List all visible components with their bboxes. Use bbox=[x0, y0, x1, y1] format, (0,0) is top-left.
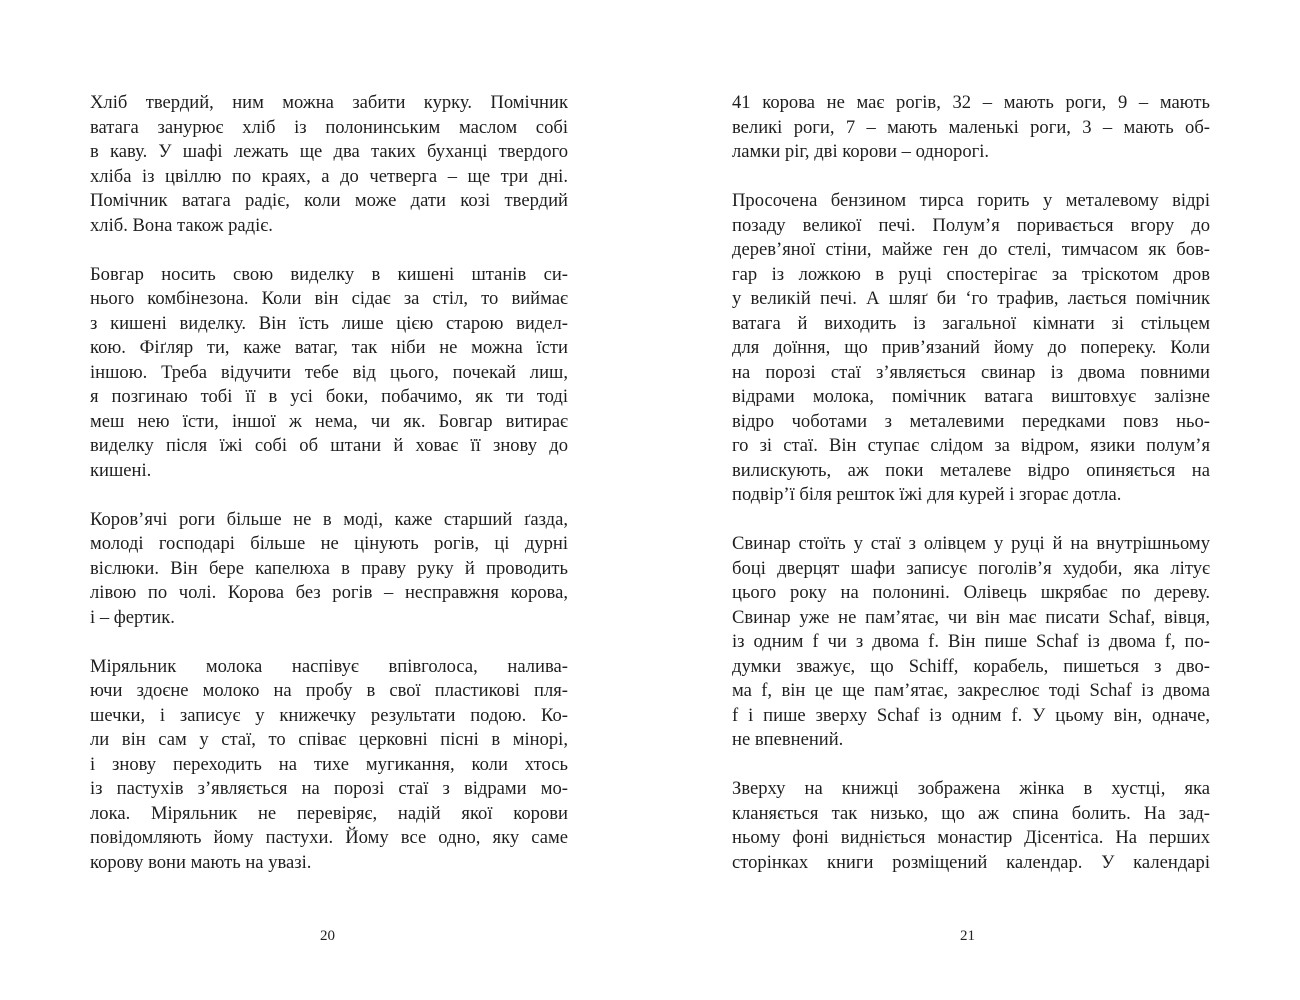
page-number-left: 20 bbox=[320, 928, 335, 944]
text-line: для доїння, що прив’язаний йому до попереку. Коли bbox=[732, 337, 1210, 358]
text-line: кишені. bbox=[90, 459, 152, 481]
text-line: гар із ложкою в руці спостерігає за тріскотом дров bbox=[732, 263, 1210, 285]
text-line: ючи здоєне молоко на пробу в свої пластикові пля- bbox=[90, 680, 568, 701]
left-page bbox=[90, 91, 568, 900]
right-page bbox=[732, 91, 1210, 900]
text-line: го зі стаї. Він ступає слідом за відром, язики полум’я bbox=[732, 435, 1210, 456]
text-line: Міряльник молока наспівує впівголоса, налива- bbox=[90, 655, 568, 677]
text-line: із пастухів з’являється на порозі стаї з відрами мо- bbox=[90, 778, 568, 799]
text-line: подвір’ї біля решток їжі для курей і згорає дотла. bbox=[732, 484, 1122, 505]
text-line: Коров’ячі роги більше не в моді, каже старший ґазда, bbox=[90, 508, 568, 530]
text-line: ли він сам у стаї, то співає церковні пісні в мінорі, bbox=[90, 729, 568, 750]
text-line: в каву. У шафі лежать ще два таких буханці твердого bbox=[90, 141, 568, 162]
text-line: Зверху на книжці зображена жінка в хустці, яка bbox=[732, 778, 1210, 799]
paragraph bbox=[732, 777, 1210, 875]
text-line: Бовгар носить свою виделку в кишені штанів си- bbox=[90, 263, 568, 285]
text-line: 41 корова не має рогів, 32 – мають роги, 9 – мають bbox=[732, 92, 1210, 113]
text-line: Свинар уже не пам’ятає, чи він має писати Schaf, вівця, bbox=[732, 606, 1210, 628]
text-line: не впевнений. bbox=[732, 729, 844, 750]
text-line: хліба із цвіллю по краях, а до четверга – ще три дні. bbox=[90, 165, 568, 187]
text-line: вилискують, аж поки металеве відро опиняється на bbox=[732, 459, 1210, 481]
text-line: із одним f чи з двома f. Він пише Schaf із двома f, по- bbox=[732, 631, 1210, 652]
paragraph bbox=[90, 508, 568, 631]
text-line: у великій печі. А шляґ би ‘го трафив, лається помічник bbox=[732, 288, 1210, 309]
text-line: дерев’яної стіни, майже ген до стелі, тимчасом як бов- bbox=[732, 239, 1210, 260]
text-line: хліб. Вона також радіє. bbox=[90, 214, 273, 236]
text-line: молоді господарі більше не цінують рогів, ці дурні bbox=[90, 533, 568, 554]
text-line: і знову переходить на тихе мугикання, коли хтось bbox=[90, 753, 568, 775]
text-line: Помічник ватага радіє, коли може дати козі твердий bbox=[90, 190, 568, 211]
text-line: кою. Фіґляр ти, каже ватаг, так ніби не можна їсти bbox=[90, 337, 568, 358]
paragraph bbox=[90, 655, 568, 876]
text-line: ватага й виходить із загальної кімнати зі стільцем bbox=[732, 312, 1210, 334]
text-line: лівою по чолі. Корова без рогів – несправжня корова, bbox=[90, 582, 568, 603]
text-line: позаду великої печі. Полум’я поривається вгору до bbox=[732, 214, 1210, 236]
paragraph bbox=[732, 532, 1210, 753]
text-line: цього року на полонині. Олівець шкрябає по дереву. bbox=[732, 582, 1210, 603]
page-number-right: 21 bbox=[960, 928, 975, 944]
text-line: кланяється так низько, що аж спина болить. На зад- bbox=[732, 802, 1210, 824]
text-line: я позгинаю тобі її в усі боки, побачимо, як ти тоді bbox=[90, 386, 568, 407]
text-line: f і пише зверху Schaf із одним f. У цьому він, одначе, bbox=[732, 704, 1210, 726]
text-line: лока. Міряльник не перевіряє, надій якої корови bbox=[90, 802, 568, 824]
text-line: боці дверцят шафи записує поголів’я худоби, яка літує bbox=[732, 557, 1210, 579]
text-line: ватага занурює хліб із полонинським маслом собі bbox=[90, 116, 568, 138]
text-line: Свинар стоїть у стаї з олівцем у руці й на внутрішньому bbox=[732, 533, 1210, 554]
text-line: віслюки. Він бере капелюха в праву руку й проводить bbox=[90, 557, 568, 579]
text-line: великі роги, 7 – мають маленькі роги, 3 – мають об- bbox=[732, 116, 1210, 138]
text-line: відрами молока, помічник ватага виштовхує залізне bbox=[732, 386, 1210, 407]
text-line: думки зважує, що Schiff, корабель, пишеться з дво- bbox=[732, 655, 1210, 677]
text-line: ламки ріг, дві корови – однорогі. bbox=[732, 141, 990, 162]
text-line: меш нею їсти, іншої ж нема, чи як. Бовгар витирає bbox=[90, 410, 568, 432]
text-line: виделку після їжі собі об штани й ховає її знову до bbox=[90, 435, 568, 456]
paragraph bbox=[90, 263, 568, 484]
text-line: Хліб твердий, ним можна забити курку. Помічник bbox=[90, 92, 568, 113]
text-line: і – фертик. bbox=[90, 606, 175, 628]
text-line: на порозі стаї з’являється свинар із двома повними bbox=[732, 361, 1210, 383]
text-line: відро чоботами з металевими передками повз ньо- bbox=[732, 410, 1210, 432]
text-line: Просочена бензином тирса горить у металевому відрі bbox=[732, 190, 1210, 211]
paragraph bbox=[732, 91, 1210, 165]
text-line: ма f, він це ще пам’ятає, закреслює тоді Schaf із двома bbox=[732, 680, 1210, 701]
text-line: сторінках книги розміщений календар. У календарі bbox=[732, 851, 1210, 873]
text-line: шечки, і записує у книжечку результати подою. Ко- bbox=[90, 704, 568, 726]
text-line: іншою. Треба відучити тебе від цього, почекай лиш, bbox=[90, 361, 568, 383]
paragraph bbox=[732, 189, 1210, 508]
text-line: ньому фоні видніється монастир Дісентіса. На перших bbox=[732, 827, 1210, 848]
text-line: повідомляють йому пастухи. Йому все одно, яку саме bbox=[90, 827, 568, 848]
paragraph bbox=[90, 91, 568, 238]
text-line: з кишені виделку. Він їсть лише цією старою видел- bbox=[90, 312, 568, 334]
text-line: корову вони мають на увазі. bbox=[90, 851, 312, 873]
text-line: нього комбінезона. Коли він сідає за стіл, то виймає bbox=[90, 288, 568, 309]
